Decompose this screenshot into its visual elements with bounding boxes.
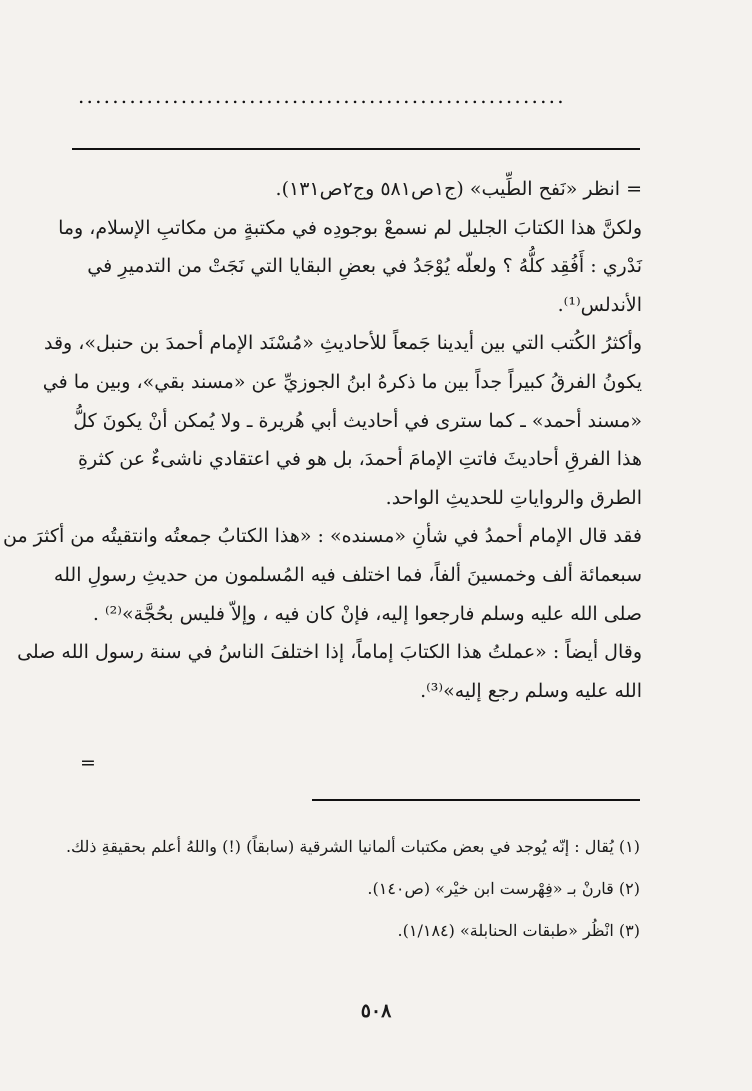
footnote: (٣) انْظُر «طبقات الحنابلة» (١/١٨٤). xyxy=(397,921,640,940)
footnote: (٢) قارنْ بـ «فِهْرست ابن خيْر» (ص١٤٠). xyxy=(367,879,640,898)
text-line: صلى الله عليه وسلم فارجعوا إليه، فإنْ كان فيه ، وإلاّ فليس بحُجَّة»⁽²⁾ . xyxy=(92,602,642,625)
text-line: الله عليه وسلم رجع إليه»⁽³⁾. xyxy=(420,679,642,702)
header-dotted-line: ......................................................... xyxy=(78,84,566,108)
text-line: نَدْري : أَفُقِد كلُّهُ ؟ ولعلّه يُوْجَدُ في بعضِ البقايا التي نَجَتْ من التدميرِ في xyxy=(87,255,642,278)
continuation-mark: = xyxy=(80,752,96,774)
text-line: وقال أيضاً : «عملتُ هذا الكتابَ إماماً، إذا اختلفَ الناسُ في سنة رسول الله صلى xyxy=(17,641,642,664)
text-line: الأندلس⁽¹⁾. xyxy=(557,293,642,316)
footnotes xyxy=(65,826,640,952)
text-line: سبعمائة ألف وخمسينَ ألفاً، فما اختلف فيه المُسلمون من حديثِ رسولِ الله xyxy=(53,563,642,586)
text-line: هذا الفرقِ أحاديثَ فاتتِ الإمامَ أحمدَ، بل هو في اعتقادي ناشىءٌ عن كثرةِ xyxy=(78,448,642,471)
text-line: فقد قال الإمام أحمدُ في شأنِ «مسنده» : «هذا الكتابُ جمعتُه وانتقيتُه من أكثرَ من xyxy=(3,525,642,548)
page-number: ٥٠٨ xyxy=(360,1000,392,1022)
text-line: الطرق والرواياتِ للحديثِ الواحد. xyxy=(385,486,642,509)
text-line: وأكثرُ الكُتب التي بين أيدينا جَمعاً للأحاديثِ «مُسْنَد الإمام أحمدَ بن حنبل»، وقد xyxy=(44,332,642,355)
main-text xyxy=(3,170,642,710)
header-rule xyxy=(72,148,640,150)
footnote: (١) يُقال : إنّه يُوجد في بعض مكتبات ألمانيا الشرقية (سابقاً) (!) واللهُ أعلم بحقيقةِ ذلك. xyxy=(65,837,640,856)
text-line: ولكنَّ هذا الكتابَ الجليل لم نسمعْ بوجودِه في مكتبةٍ من مكاتبِ الإسلام، وما xyxy=(58,216,642,239)
text-line: يكونُ الفرقُ كبيراً جداً بين ما ذكرهُ ابنُ الجوزيِّ عن «مسند بقي»، وبين ما في xyxy=(42,370,642,393)
text-line: «مسند أحمد» ـ كما سترى في أحاديث أبي هُريرة ـ ولا يُمكن أنْ يكونَ كلُّ xyxy=(73,409,642,432)
footnote-rule xyxy=(312,799,640,801)
text-line: = انظر «نَفح الطِّيب» (ج١ص٥٨١ وج٢ص١٣١). xyxy=(275,178,642,200)
